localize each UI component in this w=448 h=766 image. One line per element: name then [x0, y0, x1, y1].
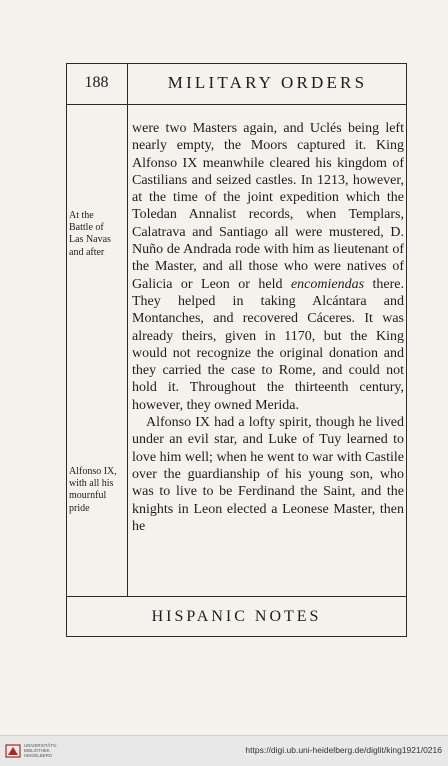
margin-note-line: pride	[69, 502, 90, 514]
margin-note-battle	[69, 210, 126, 259]
margin-note-line: Battle of	[69, 222, 104, 234]
footer-title: HISPANIC NOTES	[151, 608, 322, 625]
margin-note-line: mournful	[69, 490, 107, 502]
logo-text-line: HEIDELBERG	[24, 752, 53, 758]
margin-note-line: Alfonso IX,	[69, 466, 117, 477]
body-text-run: were two Masters again, and Uclés being left nearly empty, the Moors captured it. King Alfonso IX meanwhile cleared his kingdom of Castilians and seized castles. In 1213, however, at the time of the joint expedition which the Toledan Annalist records, when Templars, Calatrava and Santiago all were mustered, D. Nuño de Andrada rode with him as lieutenant of the Master, and all those who were natives of Galicia or Leon or held	[132, 121, 404, 292]
university-library-logo-icon	[5, 743, 21, 759]
margin-note-line: and after	[69, 246, 105, 258]
main-text-column	[132, 120, 404, 535]
logo-text-line: UNIVERSITÄTS-	[24, 743, 58, 748]
margin-note-line: with all his	[69, 478, 114, 490]
margin-note-line: At the	[69, 210, 94, 221]
header-rule	[66, 104, 407, 105]
running-title: MILITARY ORDERS	[167, 73, 368, 92]
body-paragraph: Alfonso IX had a lofty spirit, though he lived under an evil star, and Luke of Tuy learned to love him well; when he went to war with Castile over the guardianship of his young son, who was to live to be Ferdinand the Saint, and the knights in Leon elected a Leonese Master, then he	[132, 415, 404, 534]
library-logo-text	[24, 744, 84, 758]
margin-divider-line	[127, 63, 128, 596]
margin-note-line: Las Navas	[69, 234, 111, 246]
footer-rule	[66, 596, 407, 597]
page-number: 188	[84, 74, 109, 91]
body-text-run: there. They helped in taking Alcántara and Montanches, and recovered Cáceres. It was already theirs, given in 1170, but the King would not recognize the original donation and they carried the case to Rome, and could not hold it. Throughout the thirteenth century, however, they owned Merida.	[132, 276, 404, 413]
body-paragraph	[132, 120, 404, 414]
margin-note-alfonso	[69, 466, 126, 515]
source-url-link[interactable]: https://digi.ub.uni-heidelberg.de/diglit/king1921/0216	[245, 745, 442, 755]
logo-text-line: BIBLIOTHEK	[24, 747, 50, 753]
italic-term: encomiendas	[290, 276, 365, 292]
viewer-footer-bar	[0, 735, 448, 766]
